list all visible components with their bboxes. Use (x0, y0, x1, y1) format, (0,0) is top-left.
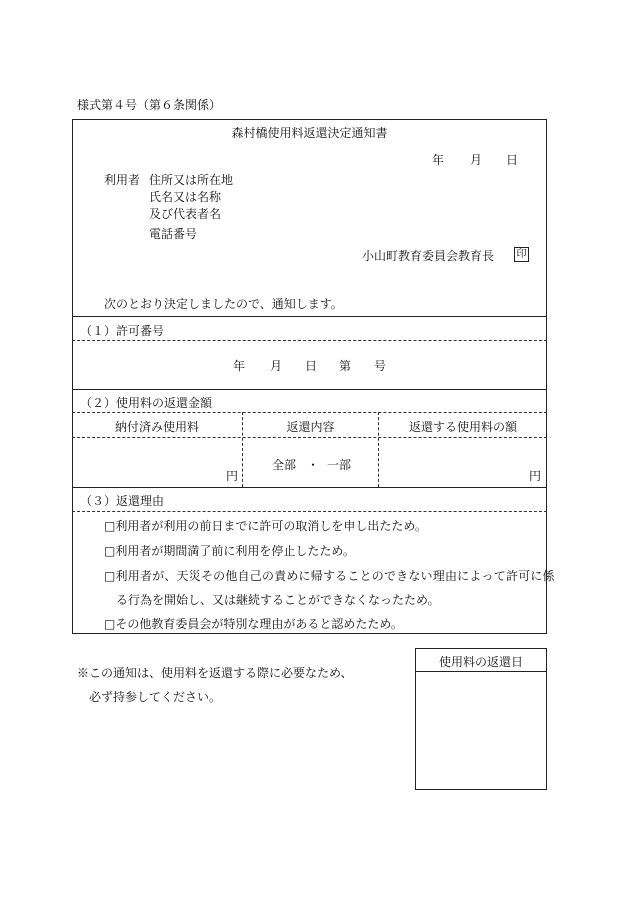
return-date-label: 使用料の返還日 (438, 655, 523, 669)
form-number-label: 様式第４号（第６条関係） (77, 98, 222, 112)
permit-go-label: 号 (374, 359, 387, 373)
permit-month-label: 月 (270, 359, 283, 373)
section2-heading: （２）使用料の返還金額 (80, 396, 213, 410)
permit-dai-label: 第 (339, 359, 352, 373)
reason-item: □利用者が利用の前日までに許可の取消しを申し出たため。 (104, 519, 427, 533)
reason-item: □その他教育委員会が特別な理由があると認めたため。 (104, 617, 403, 631)
user-heading: 利用者 (104, 173, 141, 187)
refund-option-all: 全部 (272, 458, 297, 472)
section3-heading: （３）返還理由 (80, 494, 165, 508)
section1-dashed-divider (72, 340, 547, 341)
note-line: ※この通知は、使用料を返還する際に必要なため、 (77, 666, 353, 680)
paid-fee-yen-unit: 円 (226, 469, 239, 483)
return-date-box-divider (415, 671, 547, 672)
section3-divider (72, 487, 547, 488)
reason-item: □利用者が、天災その他自己の責めに帰することのできない理由によって許可に係 (104, 569, 555, 583)
refund-option-separator: ・ (307, 458, 320, 472)
refund-option-part: 一部 (327, 458, 352, 472)
date-month-label: 月 (470, 153, 483, 167)
section1-heading: （１）許可番号 (80, 324, 165, 338)
date-year-label: 年 (432, 153, 445, 167)
document-title: 森村橋使用料返還決定通知書 (231, 126, 388, 140)
section2-col-divider-2 (378, 412, 379, 487)
section1-divider (72, 316, 547, 317)
user-phone-label: 電話番号 (149, 227, 198, 241)
section2-header-divider (72, 437, 547, 438)
section3-dashed-divider (72, 511, 547, 512)
user-address-label: 住所又は所在地 (149, 173, 234, 187)
section2-dashed-divider (72, 412, 547, 413)
permit-year-label: 年 (233, 359, 246, 373)
user-representative-label: 及び代表者名 (149, 207, 222, 221)
intro-text: 次のとおり決定しましたので、通知します。 (104, 297, 343, 311)
date-day-label: 日 (506, 153, 519, 167)
col-refund-amount-header: 返還する使用料の額 (408, 420, 517, 434)
issuer-name: 小山町教育委員会教育長 (362, 249, 495, 263)
reason-item: □利用者が期間満了前に利用を停止したため。 (104, 544, 355, 558)
section2-divider (72, 389, 547, 390)
permit-day-label: 日 (305, 359, 318, 373)
seal-stamp: 印 (514, 247, 529, 262)
reason-item-continued: る行為を開始し、又は継続することができなくなったため。 (104, 593, 440, 607)
section2-col-divider-1 (242, 412, 243, 487)
refund-amount-yen-unit: 円 (529, 469, 542, 483)
col-refund-content-header: 返還内容 (286, 420, 335, 434)
note-line: 必ず持参してください。 (77, 690, 222, 704)
col-paid-fee-header: 納付済み使用料 (114, 420, 199, 434)
user-name-label: 氏名又は名称 (149, 190, 222, 204)
